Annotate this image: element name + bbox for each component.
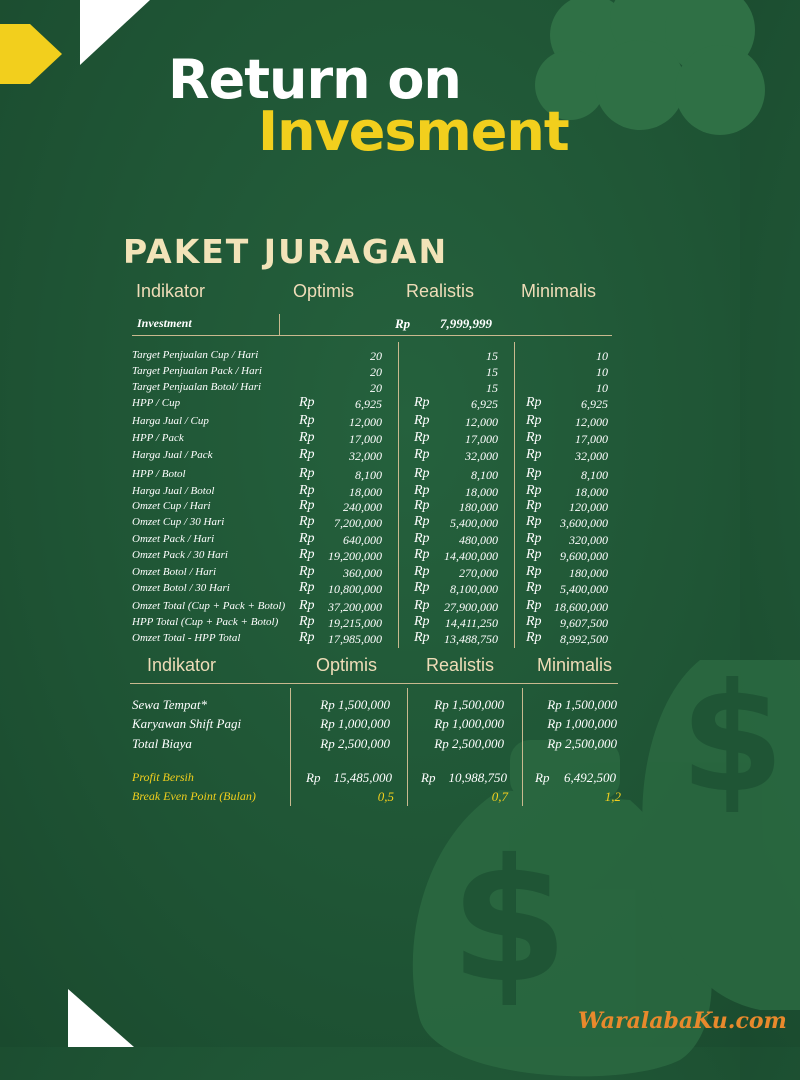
currency-label: Rp [526,531,542,546]
currency-label: Rp [414,413,430,428]
cell-value: 12,000 [349,415,382,429]
currency-label: Rp [526,466,542,481]
currency-label: Rp [299,614,315,629]
currency-label: Rp [414,531,430,546]
currency-label: Rp [414,614,430,629]
cell-value: 640,000 [343,533,382,547]
profit-row [0,770,740,788]
cost-row [0,716,740,734]
currency-label: Rp [299,466,315,481]
currency-label: Rp [526,430,542,445]
currency-label: Rp [299,598,315,613]
table-row [0,549,740,565]
currency-label: Rp [299,531,315,546]
table-row [0,449,740,465]
table-row [0,432,740,448]
currency-label: Rp [299,430,315,445]
cell-value: Rp 1,500,000 [320,697,390,712]
cell-value: Rp 2,500,000 [547,736,617,751]
table-row [0,468,740,484]
cell-value: 37,200,000 [328,600,382,614]
investment-label: Investment [137,316,192,330]
cell-value: 14,411,250 [444,616,498,630]
row-label: Total Biaya [132,736,192,751]
cell-value: Rp 2,500,000 [320,736,390,751]
currency-label: Rp [414,447,430,462]
row-label: Omzet Botol / Hari [132,566,217,578]
cell-value: 8,992,500 [560,632,608,646]
row-label: Sewa Tempat* [132,697,207,712]
cell-value: 12,000 [465,415,498,429]
cell-value: 120,000 [569,500,608,514]
currency-label: Rp [299,395,315,410]
cell-value: 5,400,000 [560,582,608,596]
cell-value: Rp 1,000,000 [320,716,390,731]
t2-divider [130,683,618,684]
profit-value: 6,492,500 [564,770,616,785]
profit-label: Profit Bersih [132,770,194,784]
row-label: Omzet Pack / Hari [132,533,215,545]
table-row [0,397,740,413]
table-row [0,365,740,381]
currency-label: Rp [299,447,315,462]
currency-label: Rp [535,770,550,785]
currency-label: Rp [526,564,542,579]
row-label: Harga Jual / Cup [132,415,209,427]
cell-value: 8,100 [355,468,382,482]
cell-value: 270,000 [459,566,498,580]
cell-value: 32,000 [575,449,608,463]
cell-value: Rp 1,000,000 [547,716,617,731]
cell-value: 18,600,000 [554,600,608,614]
currency-label: Rp [299,547,315,562]
currency-label: Rp [414,483,430,498]
cell-value: 8,100,000 [450,582,498,596]
row-label: Omzet Cup / 30 Hari [132,516,225,528]
cell-value: 180,000 [569,566,608,580]
currency-label: Rp [299,514,315,529]
corner-triangle-bottom [0,987,140,1047]
currency-label: Rp [414,395,430,410]
cell-value: 27,900,000 [444,600,498,614]
t2-header-indikator: Indikator [147,655,217,675]
table-row [0,516,740,532]
currency-label: Rp [421,770,436,785]
cell-value: 18,000 [575,485,608,499]
currency-label: Rp [299,498,315,513]
row-label: HPP / Botol [132,468,186,480]
package-name: PAKET JURAGAN [123,232,449,271]
bep-label: Break Even Point (Bulan) [132,789,256,803]
row-label: Harga Jual / Pack [132,449,213,461]
cell-value: 20 [370,381,382,395]
bep-value: 1,2 [604,789,621,804]
t2-header-optimis: Optimis [316,655,378,675]
t2-header-realistis: Realistis [426,655,495,675]
cell-value: 32,000 [465,449,498,463]
table-row [0,616,740,632]
bep-value: 0,7 [491,789,508,804]
cell-value: 10 [596,349,608,363]
table-row [0,566,740,582]
cell-value: 15 [486,349,498,363]
cell-value: 20 [370,349,382,363]
currency-label: Rp [306,770,321,785]
currency-label: Rp [526,547,542,562]
cell-value: Rp 1,500,000 [547,697,617,712]
arrow-right-icon [0,18,66,88]
cell-value: 17,000 [575,432,608,446]
cell-value: 480,000 [459,533,498,547]
cell-value: 20 [370,365,382,379]
cell-value: 12,000 [575,415,608,429]
table-row [0,485,740,501]
cell-value: Rp 1,500,000 [434,697,504,712]
row-label: Omzet Total - HPP Total [132,632,241,644]
title-line-2: Invesment [258,100,569,163]
table-row [0,533,740,549]
row-label: Omzet Pack / 30 Hari [132,549,228,561]
cell-value: 8,100 [471,468,498,482]
currency-label: Rp [414,498,430,513]
cell-value: 6,925 [471,397,498,411]
cell-value: 180,000 [459,500,498,514]
currency-label: Rp [526,413,542,428]
cell-value: 17,985,000 [328,632,382,646]
t1-header-indikator: Indikator [136,281,206,301]
table-row [0,600,740,616]
currency-label: Rp [414,430,430,445]
currency-label: Rp [414,598,430,613]
cell-value: 5,400,000 [450,516,498,530]
watermark-logo: WaralabaKu.com [578,1008,787,1034]
currency-label: Rp [299,580,315,595]
row-label: HPP / Pack [132,432,184,444]
table-row [0,500,740,516]
currency-label: Rp [526,514,542,529]
row-label: HPP Total (Cup + Pack + Botol) [132,616,279,628]
cell-value: 18,000 [465,485,498,499]
bep-value: 0,5 [377,789,394,804]
row-label: Target Penjualan Botol/ Hari [132,381,262,393]
row-label: Karyawan Shift Pagi [132,716,242,731]
currency-label: Rp [299,564,315,579]
cell-value: 3,600,000 [560,516,608,530]
currency-label: Rp [526,580,542,595]
cell-value: 13,488,750 [444,632,498,646]
table-row [0,381,740,397]
currency-label: Rp [526,447,542,462]
cell-value: 15 [486,381,498,395]
cell-value: 6,925 [355,397,382,411]
table-row [0,415,740,431]
cell-value: 240,000 [343,500,382,514]
row-label: Target Penjualan Cup / Hari [132,349,259,361]
cell-value: Rp 1,000,000 [434,716,504,731]
currency-label: Rp [414,580,430,595]
row-label: Omzet Cup / Hari [132,500,211,512]
row-label: Target Penjualan Pack / Hari [132,365,262,377]
currency-label: Rp [526,395,542,410]
table-row [0,632,740,648]
cell-value: 32,000 [349,449,382,463]
cell-value: 19,215,000 [328,616,382,630]
currency-label: Rp [299,483,315,498]
table-row [0,349,740,365]
t1-divider [132,335,612,336]
bep-row [0,789,740,807]
cell-value: 9,600,000 [560,549,608,563]
cell-value: 18,000 [349,485,382,499]
currency-label: Rp [414,630,430,645]
cell-value: 17,000 [349,432,382,446]
t2-header-minimalis: Minimalis [537,655,613,675]
cell-value: 19,200,000 [328,549,382,563]
t1-header-realistis: Realistis [406,281,475,301]
row-label: Omzet Botol / 30 Hari [132,582,230,594]
currency-label: Rp [414,564,430,579]
t1-vline-inv [279,314,280,335]
table-row [0,582,740,598]
cell-value: 10 [596,365,608,379]
row-label: Omzet Total (Cup + Pack + Botol) [132,600,286,612]
t1-header-optimis: Optimis [293,281,355,301]
cell-value: 9,607,500 [560,616,608,630]
currency-label: Rp [414,547,430,562]
profit-value: 15,485,000 [333,770,392,785]
currency-label: Rp [414,466,430,481]
currency-label: Rp [526,630,542,645]
currency-label: Rp [526,598,542,613]
cell-value: 17,000 [465,432,498,446]
cell-value: 6,925 [581,397,608,411]
cell-value: 14,400,000 [444,549,498,563]
cell-value: 15 [486,365,498,379]
cell-value: Rp 2,500,000 [434,736,504,751]
currency-label: Rp [414,514,430,529]
cell-value: 8,100 [581,468,608,482]
title-line-1: Return on [168,48,461,111]
profit-value: 10,988,750 [448,770,507,785]
investment-value: 7,999,999 [440,316,492,331]
cell-value: 320,000 [569,533,608,547]
cost-row [0,736,740,754]
currency-label: Rp [526,614,542,629]
currency-label: Rp [526,498,542,513]
currency-label: Rp [526,483,542,498]
currency-label: Rp [299,413,315,428]
row-label: HPP / Cup [132,397,181,409]
t1-header-minimalis: Minimalis [521,281,597,301]
row-label: Harga Jual / Botol [132,485,215,497]
cell-value: 7,200,000 [334,516,382,530]
cost-row [0,697,740,715]
currency-label: Rp [299,630,315,645]
cell-value: 10,800,000 [328,582,382,596]
investment-currency: Rp [395,316,411,331]
cell-value: 360,000 [343,566,382,580]
cell-value: 10 [596,381,608,395]
svg-text:$: $ [450,823,569,1021]
svg-text:$: $ [680,652,785,826]
